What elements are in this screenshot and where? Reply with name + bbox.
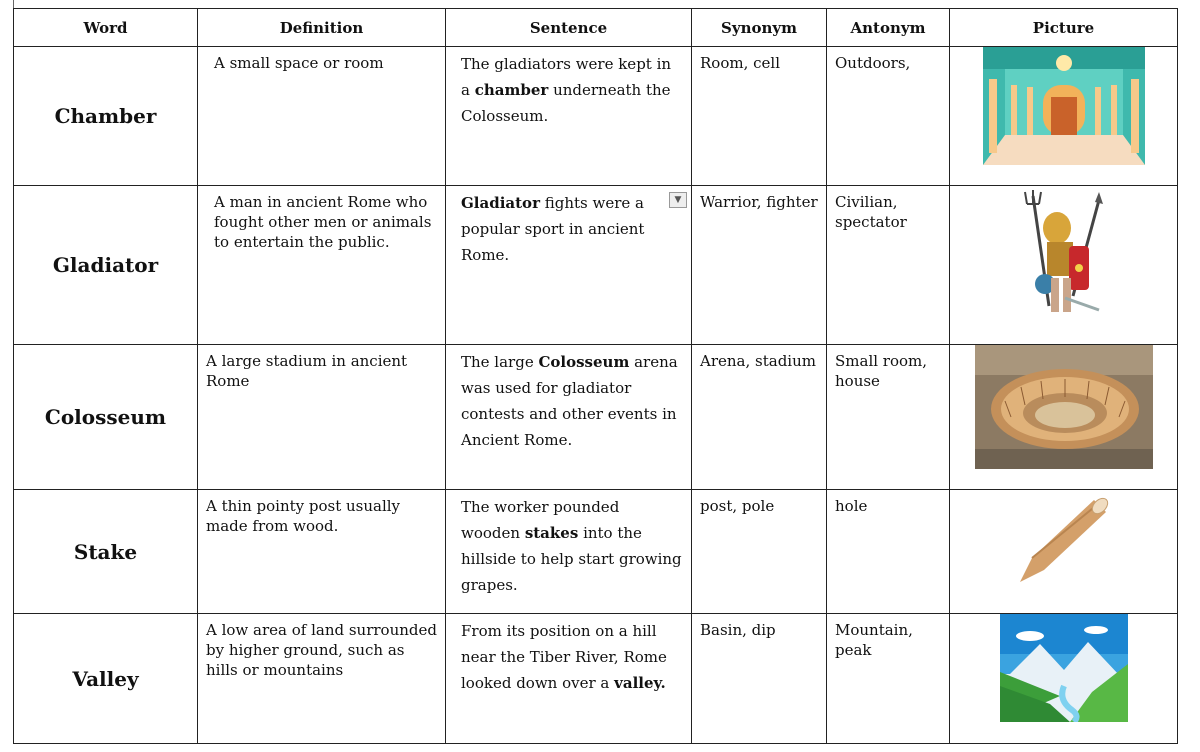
sentence-part: The worker pounded wooden bbox=[461, 498, 620, 542]
sentence-part: The gladiators were kept in a bbox=[461, 55, 672, 99]
colosseum-icon bbox=[950, 345, 1177, 469]
header-word: Word bbox=[14, 9, 198, 47]
header-sentence: Sentence bbox=[446, 9, 692, 47]
word-cell: Colosseum bbox=[14, 345, 198, 490]
sentence-cell bbox=[446, 186, 692, 345]
word-cell: Chamber bbox=[14, 47, 198, 186]
antonym-cell bbox=[827, 186, 950, 345]
palace-hall-icon bbox=[950, 47, 1177, 165]
sentence-cell bbox=[446, 47, 692, 186]
definition-cell bbox=[198, 490, 446, 614]
sentence-text bbox=[446, 345, 691, 453]
definition-cell bbox=[198, 614, 446, 744]
header-row bbox=[14, 9, 1178, 47]
synonym-cell bbox=[692, 614, 827, 744]
picture-cell bbox=[950, 186, 1178, 345]
word-cell: Valley bbox=[14, 614, 198, 744]
header-definition: Definition bbox=[198, 9, 446, 47]
antonym-text: Small room, house bbox=[835, 352, 928, 390]
synonym-text: post, pole bbox=[700, 497, 775, 515]
antonym-cell bbox=[827, 614, 950, 744]
sentence-keyword: Colosseum bbox=[538, 353, 630, 371]
valley-landscape-icon bbox=[950, 614, 1177, 722]
sentence-part: fights were a popular sport in ancient Rome. bbox=[461, 194, 645, 264]
sentence-part: arena was used for gladiator contests and other events in Ancient Rome. bbox=[461, 353, 678, 449]
wooden-stake-icon bbox=[950, 490, 1177, 586]
gladiator-icon bbox=[950, 186, 1177, 326]
sentence-cell bbox=[446, 614, 692, 744]
synonym-text: Warrior, fighter bbox=[700, 193, 818, 211]
synonym-cell bbox=[692, 186, 827, 345]
table-row bbox=[14, 345, 1178, 490]
header-picture: Picture bbox=[950, 9, 1178, 47]
sentence-keyword: chamber bbox=[474, 81, 549, 99]
header-antonym: Antonym bbox=[827, 9, 950, 47]
picture-cell bbox=[950, 345, 1178, 490]
sentence-keyword: Gladiator bbox=[461, 194, 540, 212]
sentence-text bbox=[446, 614, 691, 696]
definition-cell bbox=[198, 345, 446, 490]
table-row bbox=[14, 186, 1178, 345]
synonym-cell bbox=[692, 490, 827, 614]
sentence-text bbox=[446, 490, 691, 598]
antonym-text: hole bbox=[835, 497, 868, 515]
synonym-text: Arena, stadium bbox=[700, 352, 816, 370]
vocabulary-table bbox=[13, 8, 1178, 744]
picture-cell bbox=[950, 490, 1178, 614]
sentence-keyword: stakes bbox=[524, 524, 579, 542]
antonym-text: Outdoors, bbox=[835, 54, 911, 72]
definition-text: A small space or room bbox=[214, 54, 384, 72]
definition-text: A low area of land surrounded by higher ground, such as hills or mountains bbox=[206, 621, 437, 679]
definition-text: A large stadium in ancient Rome bbox=[206, 352, 408, 390]
sentence-part: From its position on a hill near the Tiber River, Rome looked down over a bbox=[461, 622, 667, 692]
sentence-keyword: valley. bbox=[614, 674, 666, 692]
antonym-text: Civilian, spectator bbox=[835, 193, 907, 231]
sentence-text bbox=[446, 186, 691, 268]
antonym-cell bbox=[827, 490, 950, 614]
synonym-cell bbox=[692, 345, 827, 490]
synonym-text: Room, cell bbox=[700, 54, 780, 72]
sentence-part: into the hillside to help start growing grapes. bbox=[461, 524, 682, 594]
antonym-text: Mountain, peak bbox=[835, 621, 913, 659]
table-row bbox=[14, 614, 1178, 744]
sentence-part: underneath the Colosseum. bbox=[461, 81, 671, 125]
synonym-text: Basin, dip bbox=[700, 621, 776, 639]
antonym-cell bbox=[827, 47, 950, 186]
page-margin-mark bbox=[13, 0, 14, 8]
sentence-cell bbox=[446, 345, 692, 490]
definition-text: A man in ancient Rome who fought other men or animals to entertain the public. bbox=[214, 193, 432, 251]
definition-text: A thin pointy post usually made from wood. bbox=[206, 497, 401, 535]
synonym-cell bbox=[692, 47, 827, 186]
cell-dropdown-button[interactable]: ▼ bbox=[669, 192, 687, 208]
antonym-cell bbox=[827, 345, 950, 490]
picture-cell bbox=[950, 47, 1178, 186]
definition-cell bbox=[198, 47, 446, 186]
picture-cell bbox=[950, 614, 1178, 744]
definition-cell bbox=[198, 186, 446, 345]
sentence-text bbox=[446, 47, 691, 129]
word-cell: Stake bbox=[14, 490, 198, 614]
word-cell: Gladiator bbox=[14, 186, 198, 345]
table-row bbox=[14, 47, 1178, 186]
header-synonym: Synonym bbox=[692, 9, 827, 47]
table-row bbox=[14, 490, 1178, 614]
sentence-cell bbox=[446, 490, 692, 614]
sentence-part: The large bbox=[461, 353, 539, 371]
